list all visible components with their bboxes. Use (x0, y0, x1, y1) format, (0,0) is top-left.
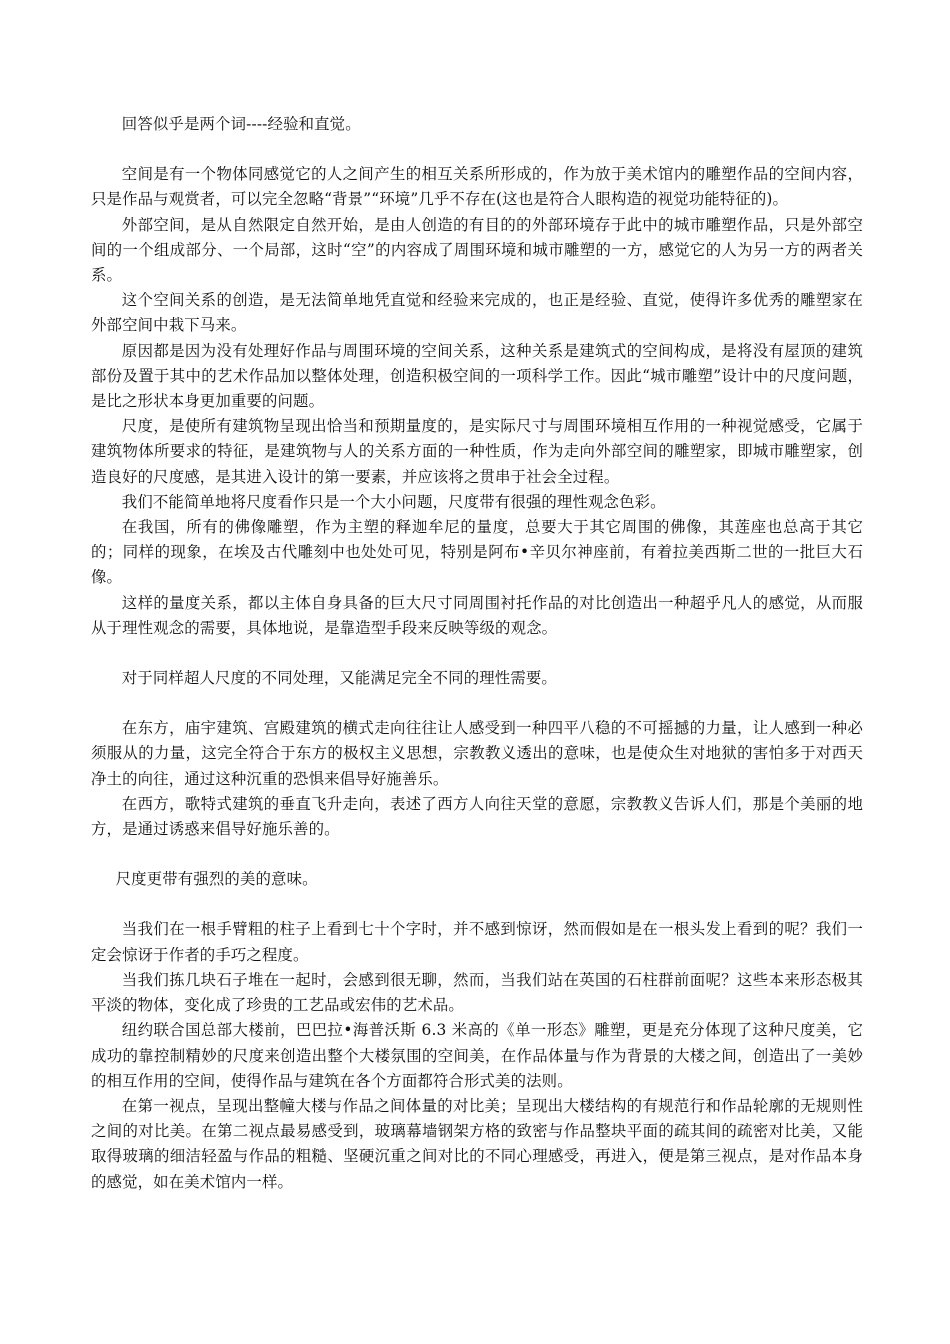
body-paragraph: 在东方，庙宇建筑、宫殿建筑的横式走向往往让人感受到一种四平八稳的不可摇撼的力量，让人感到一种必须服从的力量，这完全符合于东方的极权主义思想，宗教教义透出的意味，也是使众生对地狱的害怕多于对西天净土的向往，通过这种沉重的恐惧来倡导好施善乐。 (91, 719, 863, 788)
body-paragraph: 外部空间，是从自然限定自然开始，是由人创造的有目的的外部环境存于此中的城市雕塑作品，只是外部空间的一个组成部分、一个局部，这时“空”的内容成了周围环境和城市雕塑的一方，感觉它的人为另一方的两者关系。 (91, 215, 863, 285)
body-paragraph: 我们不能简单地将尺度看作只是一个大小问题，尺度带有很强的理性观念色彩。 (121, 492, 666, 511)
paragraph-gap (91, 892, 863, 917)
paragraph-gap (91, 691, 863, 716)
body-paragraph: 在西方，歌特式建筑的垂直飞升走向，表述了西方人向往天堂的意愿，宗教教义告诉人们，那是个美丽的地方，是通过诱惑来倡导好施乐善的。 (91, 794, 863, 839)
body-paragraph: 尺度，是使所有建筑物呈现出恰当和预期量度的，是实际尺寸与周围环境相互作用的一种视觉感受，它属于建筑物体所要求的特征，是建筑物与人的关系方面的一种性质，作为走向外部空间的雕塑家，即城市雕塑家，创造良好的尺度感，是其进入设计的第一要素，并应该将之贯串于社会全过程。 (91, 417, 863, 486)
body-paragraph: 这样的量度关系，都以主体自身具备的巨大尺寸同周围衬托作品的对比创造出一种超乎凡人的感觉，从而服从于理性观念的需要，具体地说，是靠造型手段来反映等级的观念。 (91, 593, 863, 637)
body-paragraph: 当我们拣几块石子堆在一起时，会感到很无聊，然而，当我们站在英国的石柱群前面呢？这些本来形态极其平淡的物体，变化成了珍贵的工艺品或宏伟的艺术品。 (91, 970, 863, 1015)
body-paragraph: 纽约联合国总部大楼前，巴巴拉•海普沃斯 6.3 米高的《单一形态》雕塑，更是充分体现了这种尺度美，它成功的靠控制精妙的尺度来创造出整个大楼氛围的空间美，在作品体量与作为背景的大楼之间，创造出了一美妙的相互作用的空间，使得作品与建筑在各个方面都符合形式美的法则。 (91, 1021, 863, 1090)
paragraph-gap (91, 137, 863, 162)
document-page (91, 112, 863, 1195)
section-lead: 尺度更带有强烈的美的意味。 (115, 870, 318, 889)
paragraph-gap (91, 641, 863, 666)
paragraph-gap (91, 842, 863, 867)
body-paragraph: 在第一视点，呈现出整幢大楼与作品之间体量的对比美；呈现出大楼结构的有规范行和作品轮廓的无规则性之间的对比美。在第二视点最易感受到，玻璃幕墙钢架方格的致密与作品整块平面的疏其间的疏密对比美，又能取得玻璃的细洁轻盈与作品的粗糙、坚硬沉重之间对比的不同心理感受，再进入，便是第三视点，是对作品本身的感觉，如在美术馆内一样。 (91, 1096, 863, 1191)
section-lead: 对于同样超人尺度的不同处理，又能满足完全不同的理性需要。 (121, 669, 557, 688)
body-paragraph: 原因都是因为没有处理好作品与周围环境的空间关系，这种关系是建筑式的空间构成，是将没有屋顶的建筑部份及置于其中的艺术作品加以整体处理，创造积极空间的一项科学工作。因此“城市雕塑”设计中的尺度问题，是比之形状本身更加重要的问题。 (91, 341, 863, 411)
intro-answer: 回答似乎是两个词----经验和直觉。 (121, 115, 361, 133)
body-paragraph: 这个空间关系的创造，是无法简单地凭直觉和经验来完成的，也正是经验、直觉，使得许多优秀的雕塑家在外部空间中栽下马来。 (91, 291, 863, 335)
body-paragraph: 空间是有一个物体同感觉它的人之间产生的相互关系所形成的，作为放于美术馆内的雕塑作品的空间内容，只是作品与观赏者，可以完全忽略“背景”“环境”几乎不存在(这也是符合人眼构造的视觉功能特征的)。 (91, 165, 863, 209)
body-paragraph: 当我们在一根手臂粗的柱子上看到七十个字时，并不感到惊讶，然而假如是在一根头发上看到的呢？我们一定会惊讶于作者的手巧之程度。 (91, 920, 863, 964)
body-paragraph: 在我国，所有的佛像雕塑，作为主塑的释迦牟尼的量度，总要大于其它周围的佛像，其莲座也总高于其它的；同样的现象，在埃及古代雕刻中也处处可见，特别是阿布•辛贝尔神座前，有着拉美西斯二世的一批巨大石像。 (91, 518, 863, 587)
